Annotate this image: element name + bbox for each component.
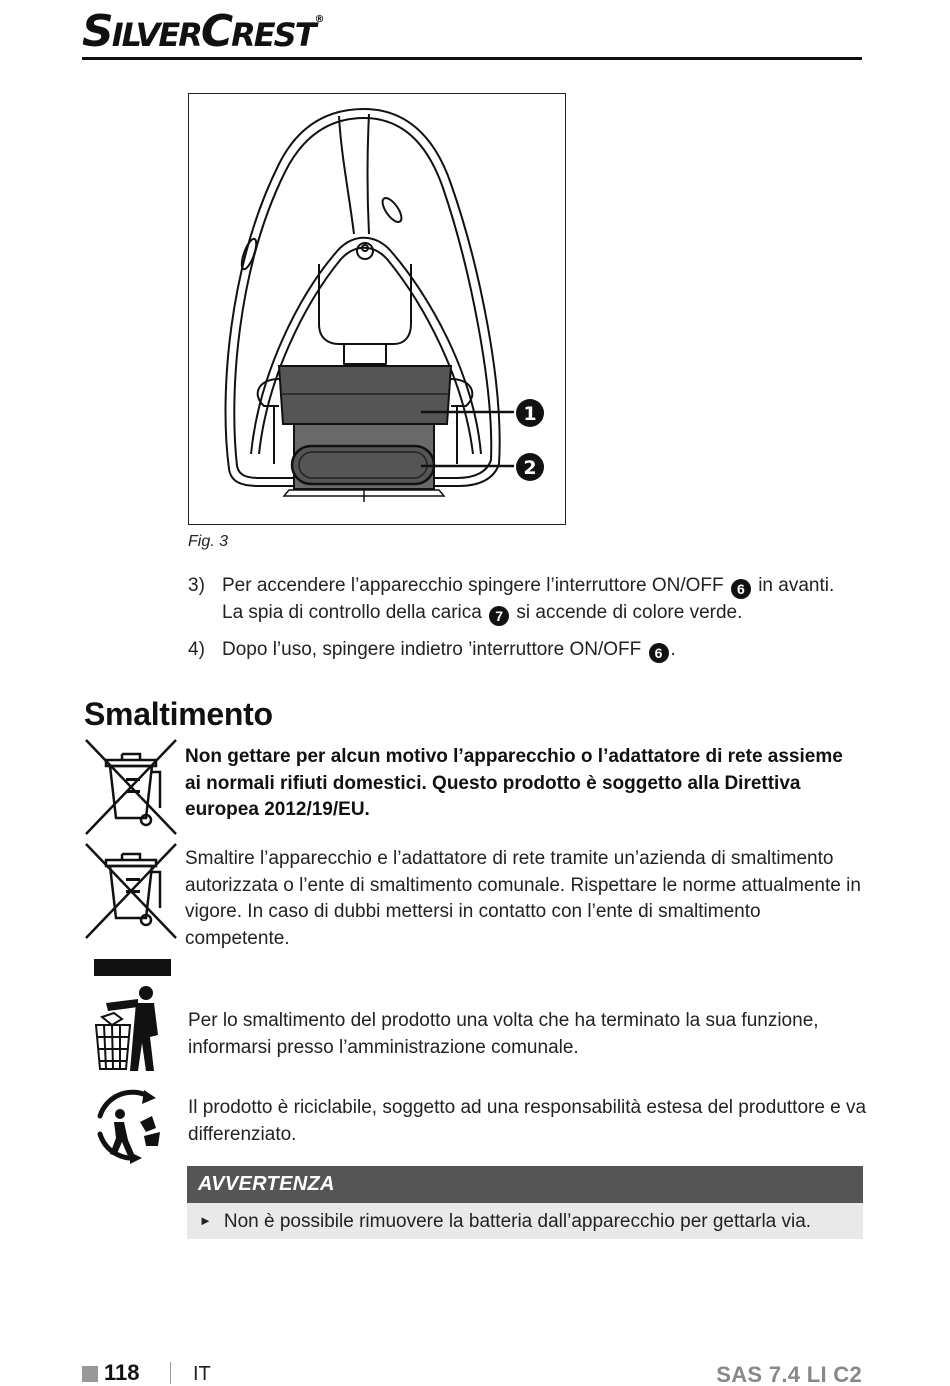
step-3 [188, 572, 858, 626]
section-title: Smaltimento [84, 696, 273, 732]
product-figure [188, 93, 566, 525]
vacuum-illustration [189, 94, 567, 526]
warning-header: AVVERTENZA [187, 1166, 863, 1203]
callout-2: 2 [523, 457, 537, 479]
footer-square-icon [82, 1366, 98, 1382]
disposal-instructions-text: Smaltire l’apparecchio e l’adattatore di rete tramite un’azienda di smaltimento autorizzata o l’ente di smaltimento comunale. Rispettare le norme attualmente in vigore. In caso di dubbi mettersi in contatto con l’ente di smaltimento competente. [185, 848, 861, 949]
language-code: IT [193, 1363, 211, 1385]
footer-divider [170, 1362, 171, 1384]
page-number: 118 [104, 1360, 140, 1385]
header-rule [82, 57, 862, 60]
recyclable-text: Il prodotto è riciclabile, soggetto ad una responsabilità estesa del produttore e va differenziato. [188, 1097, 867, 1145]
figure-caption: Fig. 3 [188, 533, 229, 550]
step-number: 3) [188, 575, 205, 596]
model-name: SAS 7.4 LI C2 [716, 1362, 862, 1386]
crossed-bin-bar-icon [84, 842, 178, 977]
warning-text: Non è possibile rimuovere la batteria dall’apparecchio per gettarla via. [223, 1211, 812, 1232]
step-number: 4) [188, 639, 205, 660]
step-text: Dopo l’uso, spingere indietro ’interruttore ON/OFF 6 . [222, 639, 676, 661]
disposal-warning-text: Non gettare per alcun motivo l’apparecchio o l’adattatore di rete assieme ai normali rifiuti domestici. Questo prodotto è soggetto alla Direttiva europea 2012/19/EU. [185, 746, 843, 820]
ref-badge: 6 [649, 643, 669, 663]
step-text: Per accendere l’apparecchio spingere l’interruttore ON/OFF 6 in avanti. La spia di controllo della carica 7 si accende di colore verde. [222, 575, 835, 624]
warning-body [187, 1203, 863, 1239]
bullet-arrow-icon: ► [199, 1213, 212, 1228]
municipal-disposal-text: Per lo smaltimento del prodotto una volta che ha terminato la sua funzione, informarsi presso l’amministrazione comunale. [188, 1010, 819, 1058]
crossed-bin-icon [84, 738, 178, 836]
callout-1: 1 [523, 403, 537, 425]
brand-logo: SILVERCREST® [82, 6, 325, 57]
ref-badge: 6 [731, 579, 751, 599]
triman-icon [90, 1086, 168, 1164]
tidyman-icon [92, 985, 164, 1073]
step-4 [188, 636, 858, 663]
ref-badge: 7 [489, 606, 509, 626]
instruction-steps [188, 572, 858, 673]
